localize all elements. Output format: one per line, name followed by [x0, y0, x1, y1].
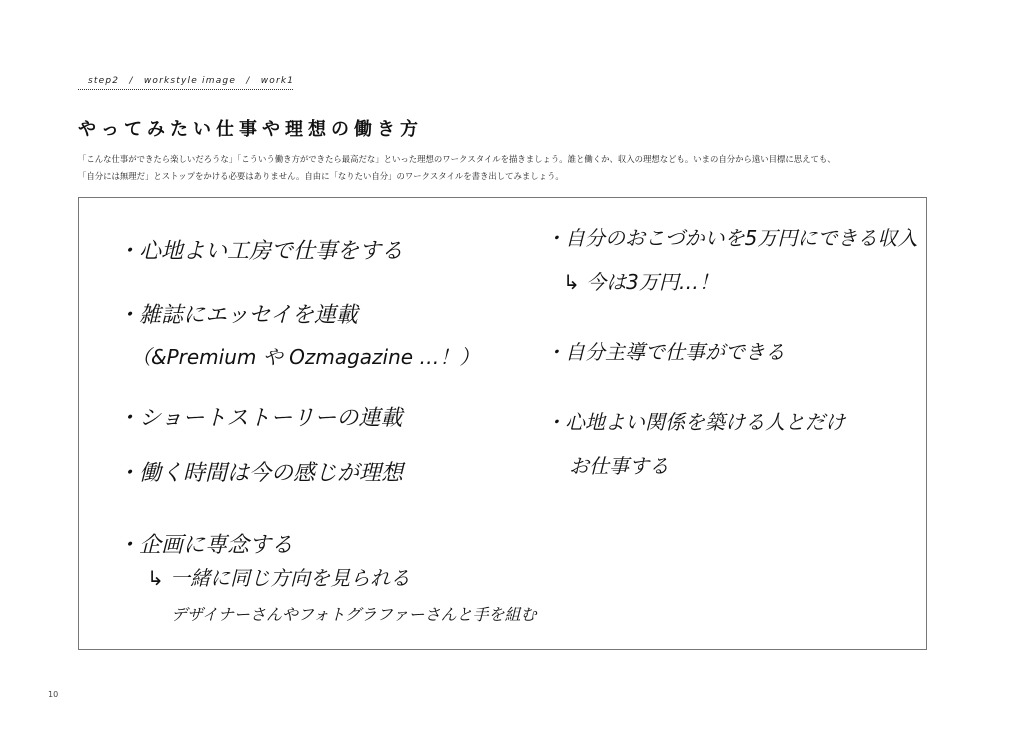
left-item-5-sub2: デザイナーさんやフォトグラファーさんと手を組む	[171, 605, 537, 624]
right-item-1: ・自分のおこづかいを5万円にできる収入	[545, 226, 918, 250]
right-item-1-sub: ↳ 今は3万円…！	[563, 270, 719, 294]
right-item-2: ・自分主導で仕事ができる	[545, 340, 785, 364]
left-item-2-sub: （&Premium や Ozmagazine …！）	[131, 345, 480, 369]
left-item-4: ・働く時間は今の感じが理想	[117, 461, 404, 486]
right-item-3-sub: お仕事する	[569, 454, 669, 478]
left-item-5-sub: ↳ 一緒に同じ方向を見られる	[147, 566, 411, 590]
work-area	[78, 197, 927, 650]
intro-text	[78, 151, 958, 185]
intro-line-2: 「自分には無理だ」とストップをかける必要はありません。自由に「なりたい自分」のワークスタイルを書き出してみましょう。	[78, 171, 564, 181]
left-item-2: ・雑誌にエッセイを連載	[117, 303, 358, 328]
breadcrumb: step2 / workstyle image / work1	[78, 73, 293, 90]
page-title: やってみたい仕事や理想の働き方	[78, 119, 423, 140]
left-item-3: ・ショートストーリーの連載	[117, 406, 403, 431]
left-item-5: ・企画に専念する	[117, 533, 294, 558]
intro-line-1: 「こんな仕事ができたら楽しいだろうな」「こういう働き方ができたら最高だな」といった理想のワークスタイルを描きましょう。誰と働くか、収入の理想なども。いまの自分から遠い目標に思えても、	[78, 154, 836, 164]
left-item-1: ・心地よい工房で仕事をする	[117, 239, 404, 264]
page-number: 10	[48, 690, 59, 699]
right-item-3: ・心地よい関係を築ける人とだけ	[545, 410, 845, 434]
